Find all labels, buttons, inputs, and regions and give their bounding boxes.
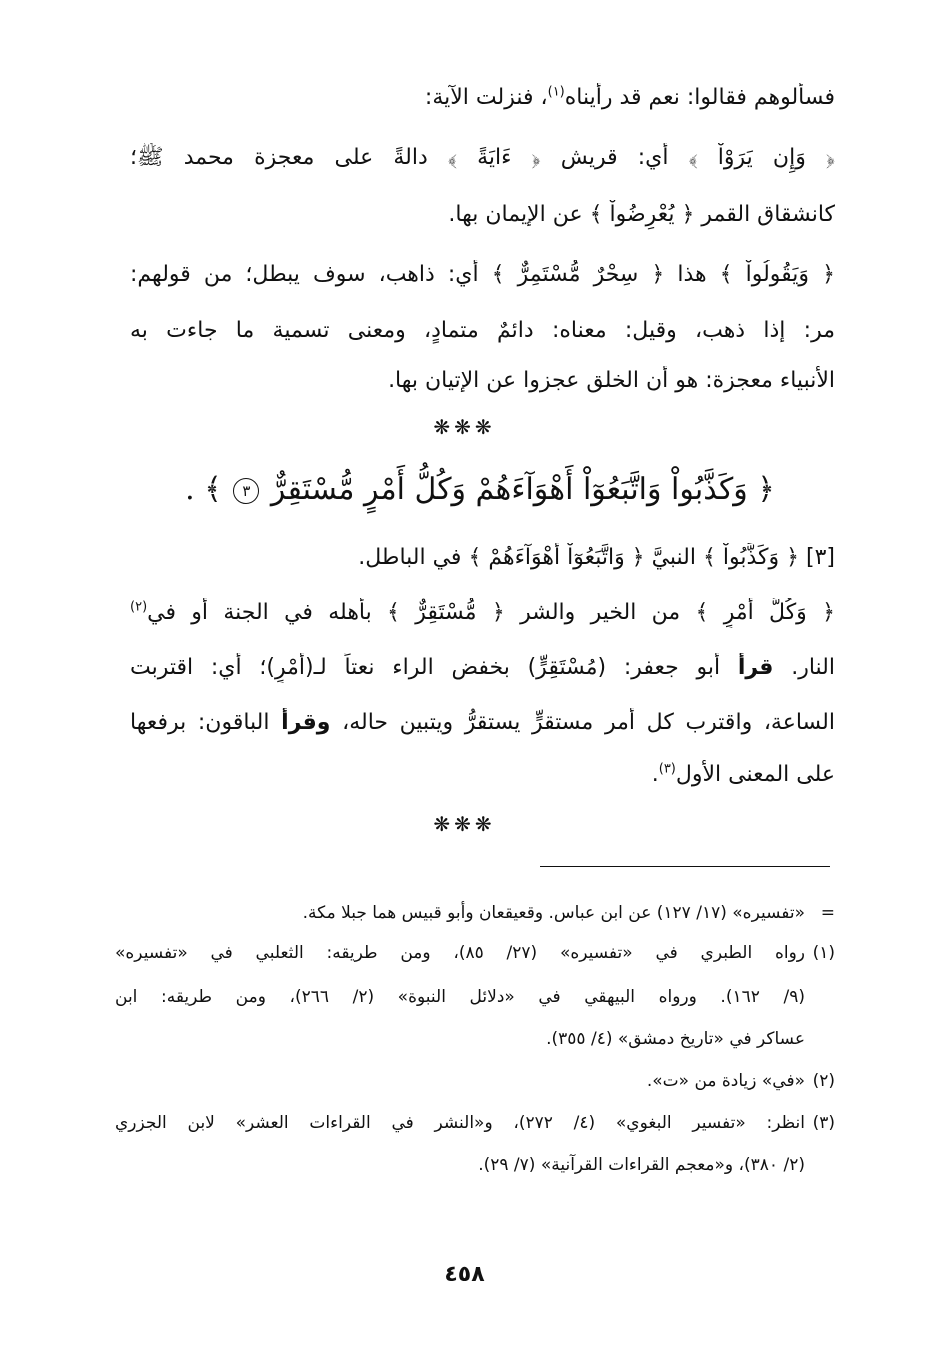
section-separator-2: ❋❋❋ [433, 812, 496, 836]
main-text-line-8 [130, 598, 835, 628]
reading-label: قرأ [737, 655, 774, 680]
text-segment: النار. [791, 655, 835, 680]
footnote-3-line-2: (٢/ ٣٨٠)، و«معجم القراءات القرآنية» (٧/ ٢٩). [478, 1155, 805, 1175]
verse-text: ﴿ وَكَذَّبُواْ وَاتَّبَعُوٓاْ أَهْوَآءَهُمْ وَكُلُّ أَمْرٍ مُّسْتَقِرٌّ [270, 472, 775, 507]
main-text-line-1 [130, 83, 835, 113]
main-text-line-7: [٣] ﴿ وَكَذَّبُواْ ﴾ النبيَّ ﴿ وَاتَّبَعُوٓاْ أَهْوَآءَهُمْ ﴾ في الباطل. [358, 545, 835, 570]
text-segment: . [651, 762, 659, 787]
text-segment: الباقون: برفعها [130, 710, 270, 735]
footnote-continuation-mark: = [820, 903, 835, 923]
main-text-line-5: مر: إذا ذهب، وقيل: معناه: دائمٌ متمادٍ، ومعنى تسمية ما جاءت به [130, 318, 835, 343]
page-number: ٤٥٨ [444, 1262, 485, 1287]
text-segment: فسألوهم فقالوا: نعم قد رأيناه [564, 85, 835, 110]
text-segment: على المعنى الأول [675, 762, 835, 787]
main-text-line-10 [130, 708, 835, 738]
text-segment: أبو جعفر: (مُسْتَقِرٍّ) بخفض الراء نعتاً لـ(أَمْرٍ)؛ أي: اقتربت [130, 655, 721, 680]
main-text-line-11 [130, 760, 835, 790]
main-text-line-6: الأنبياء معجزة: هو أن الخلق عجزوا عن الإتيان بها. [388, 368, 835, 393]
footnote-3-line-1: انظر: «تفسير البغوي» (٤/ ٢٧٢)، و«النشر في القراءات العشر» لابن الجزري [115, 1113, 805, 1133]
text-segment: ، فنزلت الآية: [424, 85, 548, 110]
footnote-1-line-2: (٩/ ١٦٢). ورواه البيهقي في «دلائل النبوة» (٢/ ٢٦٦)، ومن طريقه: ابن [115, 987, 805, 1007]
quran-verse [185, 468, 775, 512]
section-separator-1: ❋❋❋ [433, 415, 496, 439]
main-text-line-4: ﴿ وَيَقُولُواْ ﴾ هذا ﴿ سِحْرٌ مُّسْتَمِرٌّ ﴾ أي: ذاهب، سوف يبطل؛ من قولهم: [130, 262, 835, 287]
footnote-divider [540, 866, 830, 867]
footnote-1-number: (١) [812, 943, 835, 963]
footnote-1-line-1: رواه الطبري في «تفسيره» (٢٧/ ٨٥)، ومن طريقه: الثعلبي في «تفسيره» [115, 943, 805, 963]
main-text-line-2: ﴿ وَإِن يَرَوْاْ ﴾ أي: قريش ﴿ ءَايَةً ﴾ دالةً على معجزة محمد ﷺ؛ [130, 145, 835, 170]
verse-number-marker: ٣ [233, 478, 259, 504]
main-text-line-9 [130, 653, 835, 683]
reading-label: وقرأ [281, 710, 331, 735]
footnote-continuation: «تفسيره» (١٧/ ١٢٧) عن ابن عباس. وقعيقعان وأبو قبيس هما جبلا مكة. [302, 903, 805, 923]
footnote-2-line-1: «في» زيادة من «ت». [646, 1071, 805, 1091]
footnote-ref-3[interactable]: (٣) [658, 761, 676, 777]
footnote-2-number: (٢) [812, 1071, 835, 1091]
footnote-ref-1[interactable]: (١) [547, 84, 565, 100]
text-segment: ﴿ وَكُلُّ أَمْرٍ ﴾ من الخير والشر ﴿ مُّسْتَقِرٌّ ﴾ بأهله في الجنة أو في [147, 600, 835, 625]
footnote-ref-2[interactable]: (٢) [130, 599, 148, 615]
footnote-1-line-3: عساكر في «تاريخ دمشق» (٤/ ٣٥٥). [546, 1029, 805, 1049]
text-segment: الساعة، واقترب كل أمر مستقرٍّ يستقرُّ ويتبين حاله، [342, 710, 835, 735]
main-text-line-3: كانشقاق القمر ﴿ يُعْرِضُواْ ﴾ عن الإيمان بها. [448, 202, 835, 227]
verse-close: ﴾ . [185, 472, 222, 507]
footnote-3-number: (٣) [812, 1113, 835, 1133]
